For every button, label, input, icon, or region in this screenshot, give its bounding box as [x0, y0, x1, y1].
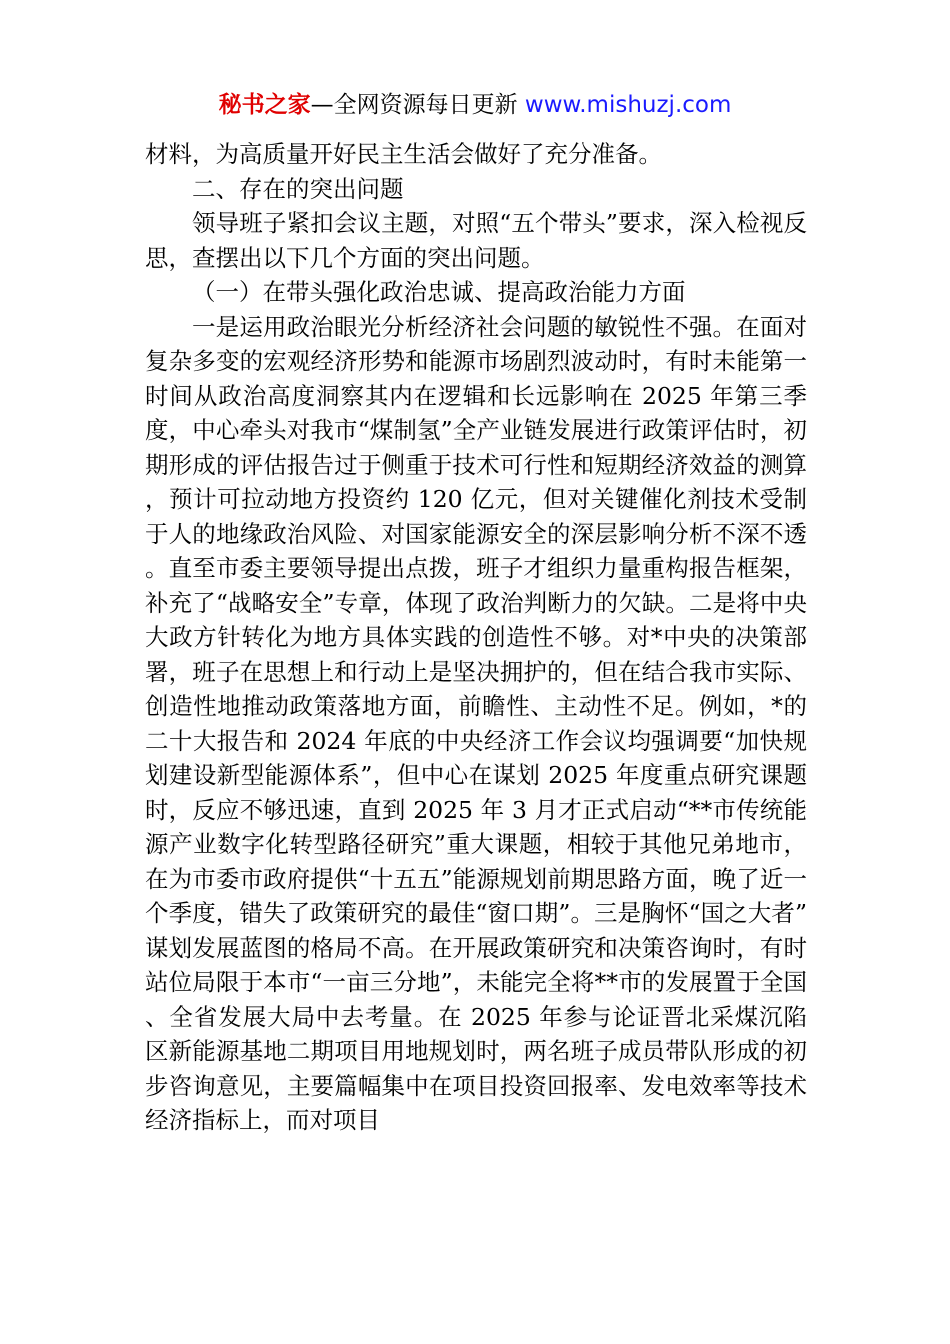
document-body: [145, 137, 807, 1138]
header-url-link[interactable]: www.mishuzj.com: [524, 92, 732, 118]
paragraph-continuation: 材料，为高质量开好民主生活会做好了充分准备。: [145, 140, 662, 168]
subsection-heading: （一）在带头强化政治忠诚、提高政治能力方面: [192, 278, 686, 306]
header-brand: 秘书之家: [218, 92, 311, 118]
section-heading: 二、存在的突出问题: [192, 174, 404, 203]
paragraph-main: 一是运用政治眼光分析经济社会问题的敏锐性不强。在面对复杂多变的宏观经济形势和能源市场剧烈波动时，有时未能第一时间从政治高度洞察其内在逻辑和长远影响在 2025 年第三季度，中心牵头对我市“煤制氢”全产业链发展进行政策评估时，初期形成的评估报告过于侧重于技术可行性和短期经济效益的测算，预计可拉动地方投资约 120 亿元，但对关键催化剂技术受制于人的地缘政治风险、对国家能源安全的深层影响分析不深不透。直至市委主要领导提出点拨，班子才组织力量重构报告框架，补充了“战略安全”专章，体现了政治判断力的欠缺。二是将中央大政方针转化为地方具体实践的创造性不够。对*中央的决策部署，班子在思想上和行动上是坚决拥护的，但在结合我市实际、创造性地推动政策落地方面，前瞻性、主动性不足。例如，*的二十大报告和 2024 年底的中央经济工作会议均强调要“加快规划建设新型能源体系”，但中心在谋划 2025 年度重点研究课题时，反应不够迅速，直到 2025 年 3 月才正式启动“**市传统能源产业数字化转型路径研究”重大课题，相较于其他兄弟地市，在为市委市政府提供“十五五”能源规划前期思路方面，晚了近一个季度，错失了政策研究的最佳“窗口期”。三是胸怀“国之大者”谋划发展蓝图的格局不高。在开展政策研究和决策咨询时，有时站位局限于本市“一亩三分地”，未能完全将**市的发展置于全国、全省发展大局中去考量。在 2025 年参与论证晋北采煤沉陷区新能源基地二期项目用地规划时，两名班子成员带队形成的初步咨询意见，主要篇幅集中在项目投资回报率、发电效率等技术经济指标上，而对项目: [145, 312, 807, 1134]
page-header: [0, 88, 950, 122]
paragraph-intro: 领导班子紧扣会议主题，对照“五个带头”要求，深入检视反思，查摆出以下几个方面的突出问题。: [145, 209, 807, 272]
header-tagline: —全网资源每日更新: [310, 92, 525, 118]
